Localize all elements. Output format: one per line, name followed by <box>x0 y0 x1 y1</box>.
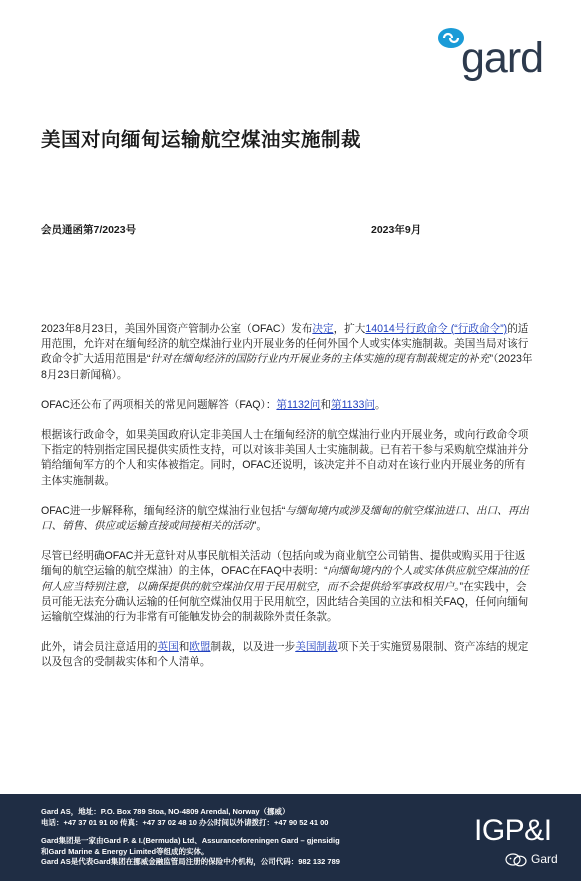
uk-sanctions-link[interactable]: 英国 <box>157 641 179 654</box>
text-span: ”（2023年8月23日新闻稿）。 <box>41 353 533 381</box>
footer-registration: Gard AS是代表Gard集团在挪威金融监管局注册的保险中介机构，公司代码：982 132 789 <box>41 857 340 867</box>
faq-1133-link[interactable]: 第1133问 <box>330 398 375 411</box>
wechat-icon <box>505 853 527 867</box>
quote-italic: 针对在缅甸经济的国防行业内开展业务的主体实施的现有制裁规定的补充 <box>150 353 490 366</box>
logo-wordmark: gard <box>461 34 544 82</box>
page-title: 美国对向缅甸运输航空煤油实施制裁 <box>41 129 362 151</box>
page-footer <box>0 794 581 881</box>
footer-phone: 电话：+47 37 01 91 00 传真：+47 37 02 48 10 办公时间以外请拨打：+47 90 52 41 00 <box>41 817 329 827</box>
igpi-logo: IGP&I <box>474 814 552 847</box>
text-span: 制裁，以及进一步 <box>210 641 296 654</box>
paragraph-2 <box>41 398 535 413</box>
eu-sanctions-link[interactable]: 欧盟 <box>189 641 211 654</box>
paragraph-6 <box>41 640 535 670</box>
document-body <box>41 322 535 686</box>
text-span: 项下关于实施贸易限制、资产冻结的规定以及包含的受制裁实体和个人清单。 <box>41 641 529 669</box>
text-span: 2023年8月23日，美国外国资产管制办公室（OFAC）发布 <box>41 323 313 335</box>
ofac-determination-link[interactable]: 决定 <box>312 323 334 335</box>
faq-1132-link[interactable]: 第1132问 <box>276 398 321 411</box>
footer-group-info: Gard集团是一家由Gard P. & I.(Bermuda) Ltd、Assuranceforeningen Gard – gjensidig <box>41 836 340 846</box>
wechat-label: Gard <box>531 852 558 866</box>
text-span: 此外，请会员注意适用的 <box>41 641 158 654</box>
paragraph-4 <box>41 504 535 534</box>
quote-italic: 与缅甸境内或涉及缅甸的航空煤油进口、出口、再出口、销售、供应或运输直接或间接相关的活动 <box>41 504 529 533</box>
quote-italic: 向缅甸境内的个人或实体供应航空煤油的任何人应当特别注意，以确保提供的航空煤油仅用于民用航空，而不会提供给军事政权用户。 <box>41 565 529 593</box>
text-span: 。 <box>374 398 386 411</box>
footer-address: Gard AS，地址：P.O. Box 789 Stoa, NO-4809 Arendal, Norway（挪威） <box>41 807 290 816</box>
wechat-badge <box>505 852 573 868</box>
footer-group-info-2: 和Gard Marine & Energy Limited等组成的实体。 <box>41 846 209 856</box>
circular-date: 2023年9月 <box>371 224 422 236</box>
paragraph-5 <box>41 549 535 625</box>
gard-logo <box>437 24 547 80</box>
text-span: 的适用范围，允许对在缅甸经济的航空煤油行业内开展业务的任何外国个人或实体实施制裁。美国当局对该行政命令扩大适用范围是“ <box>41 323 529 366</box>
paragraph-1 <box>41 322 535 383</box>
footer-contact <box>41 807 401 868</box>
text-span: OFAC还公布了两项相关的常见问题解答（FAQ）： <box>41 398 277 411</box>
text-span: 和 <box>178 641 190 654</box>
text-span: OFAC进一步解释称，缅甸经济的航空煤油行业包括“ <box>41 504 286 517</box>
text-span: 尽管已经明确OFAC并无意针对从事民航相关活动（包括向或为商业航空公司销售、提供或购买用于往返缅甸的航空运输的航空煤油）的主体，OFAC在FAQ中表明：“ <box>41 550 526 578</box>
us-sanctions-link[interactable]: 美国制裁 <box>295 641 338 654</box>
text-span: ”。 <box>252 520 267 533</box>
paragraph-3: 根据该行政命令，如果美国政府认定非美国人士在缅甸经济的航空煤油行业内开展业务，或向行政命令项下指定的特别指定国民提供实质性支持，可以对该非美国人士实施制裁。已有若干参与采购航空煤油并分销给缅甸军方的个人和实体被指定。同时，OFAC还说明，该决定并不自动对在该行业内开展业务的所有主体实施制裁。 <box>41 429 529 487</box>
text-span: ”在实践中，会员可能无法充分确认运输的任何航空煤油仅用于民用航空，因此结合美国的立法和相关FAQ，任何向缅甸运输航空煤油的行为非常有可能触发协会的制裁除外责任条款。 <box>41 580 529 624</box>
circular-number: 会员通函第7/2023号 <box>41 224 137 236</box>
text-span: ，扩大 <box>333 323 366 335</box>
executive-order-link[interactable]: 14014号行政命令 (“行政命令”) <box>365 323 508 335</box>
text-span: 和 <box>320 398 331 411</box>
